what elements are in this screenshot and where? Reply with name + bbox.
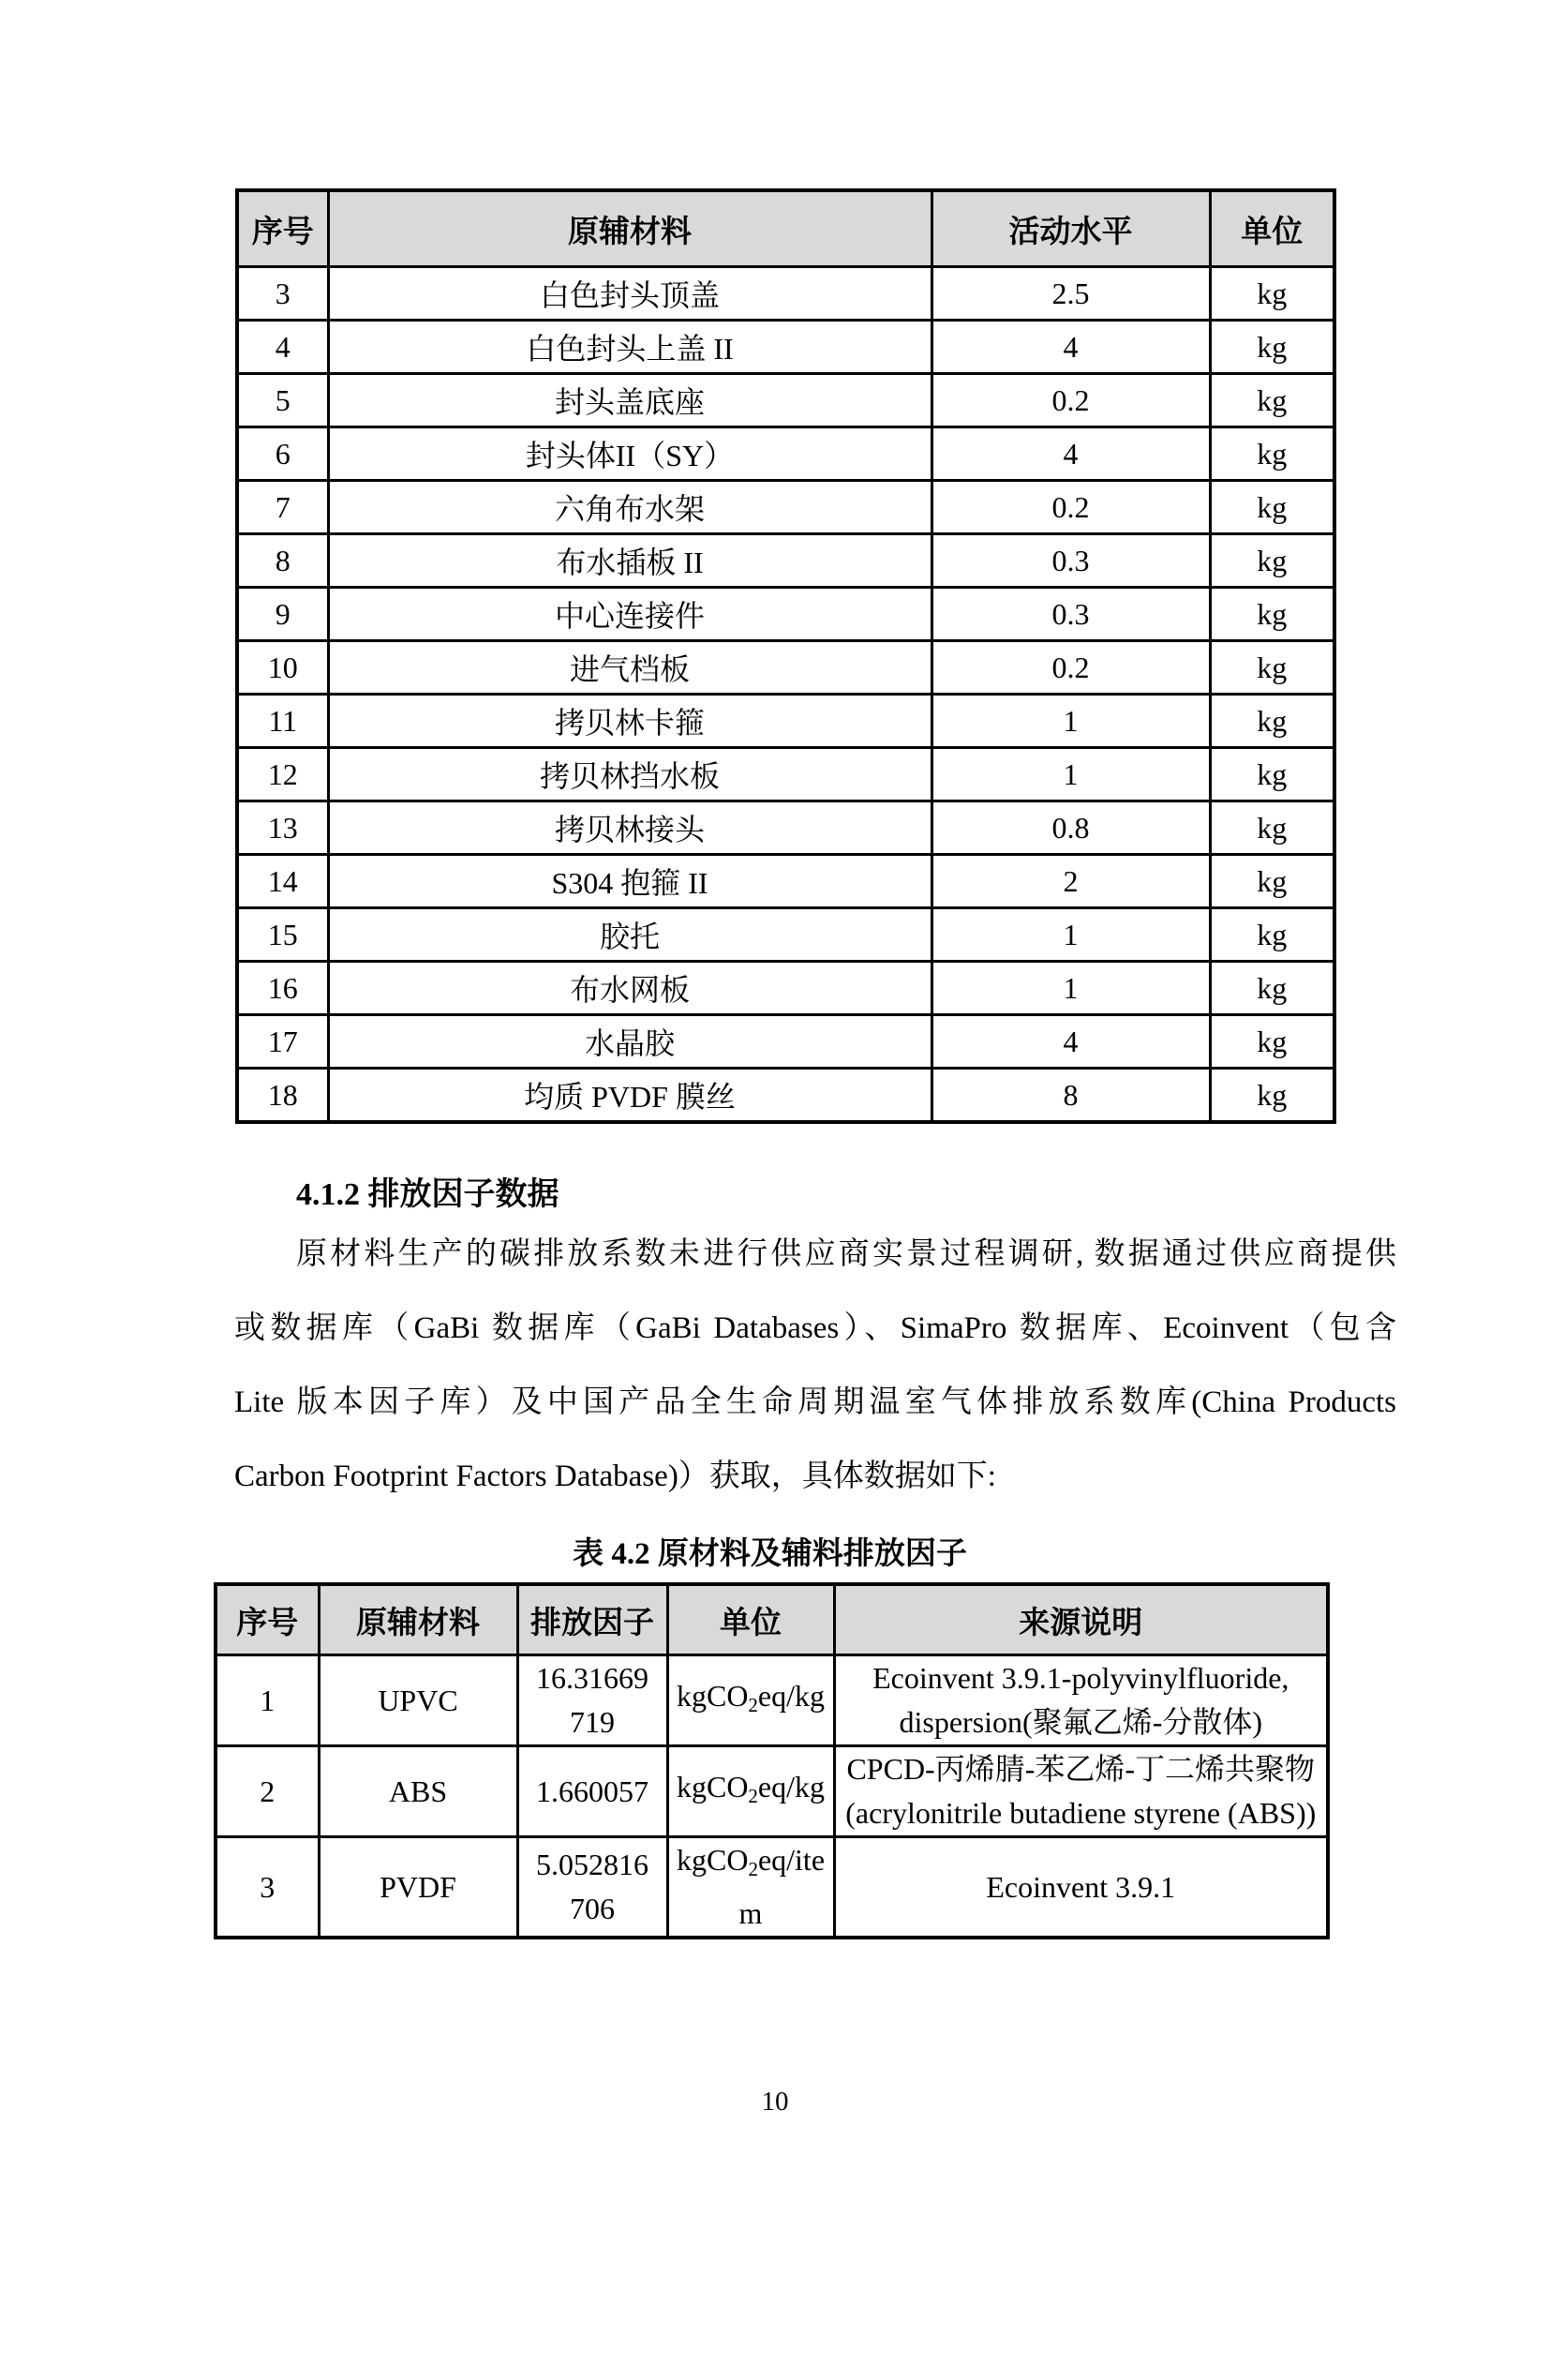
paragraph-line: Lite 版本因子库）及中国产品全生命周期温室气体排放系数库(China Products bbox=[234, 1385, 1396, 1419]
cell-no: 18 bbox=[237, 1069, 328, 1123]
table-row bbox=[237, 641, 1334, 695]
subscript: 2 bbox=[748, 1693, 758, 1716]
table-row bbox=[216, 1746, 1328, 1837]
cell-unit: kg bbox=[1210, 801, 1334, 855]
table-row bbox=[237, 908, 1334, 962]
cell-material: 进气档板 bbox=[328, 641, 931, 695]
cell-unit: kg bbox=[1210, 855, 1334, 908]
cell-material: 白色封头顶盖 bbox=[328, 267, 931, 321]
table-row bbox=[237, 962, 1334, 1015]
cell-no: 1 bbox=[216, 1655, 319, 1746]
cell-unit: kg bbox=[1210, 748, 1334, 801]
section-heading: 4.1.2 排放因子数据 bbox=[296, 1177, 559, 1212]
table-row bbox=[216, 1655, 1328, 1746]
column-header-material: 原辅材料 bbox=[319, 1584, 517, 1655]
cell-material: 均质 PVDF 膜丝 bbox=[328, 1069, 931, 1123]
cell-material: 布水网板 bbox=[328, 962, 931, 1015]
body-paragraph bbox=[234, 1218, 1396, 1514]
cell-activity: 8 bbox=[931, 1069, 1210, 1123]
cell-activity: 0.2 bbox=[931, 481, 1210, 534]
table-header-row bbox=[216, 1584, 1328, 1655]
cell-activity: 4 bbox=[931, 427, 1210, 481]
column-header-source: 来源说明 bbox=[834, 1584, 1328, 1655]
cell-material: 拷贝林挡水板 bbox=[328, 748, 931, 801]
table-row bbox=[237, 1069, 1334, 1123]
page-number: 10 bbox=[761, 2087, 789, 2117]
cell-no: 16 bbox=[237, 962, 328, 1015]
cell-factor: 5.052816706 bbox=[517, 1837, 667, 1938]
cell-activity: 1 bbox=[931, 908, 1210, 962]
cell-material: PVDF bbox=[319, 1837, 517, 1938]
table-row bbox=[237, 534, 1334, 588]
table-row bbox=[237, 801, 1334, 855]
cell-unit: kgCO$_2$eq/kg bbox=[667, 1655, 834, 1746]
cell-no: 13 bbox=[237, 801, 328, 855]
cell-unit: kg bbox=[1210, 534, 1334, 588]
cell-unit: kg bbox=[1210, 374, 1334, 427]
cell-activity: 0.2 bbox=[931, 641, 1210, 695]
cell-factor: 16.31669719 bbox=[517, 1655, 667, 1746]
cell-unit: kg bbox=[1210, 962, 1334, 1015]
cell-no: 9 bbox=[237, 588, 328, 641]
cell-activity: 1 bbox=[931, 695, 1210, 748]
table-row bbox=[237, 855, 1334, 908]
cell-unit: kg bbox=[1210, 321, 1334, 374]
cell-no: 5 bbox=[237, 374, 328, 427]
cell-unit: kg bbox=[1210, 1069, 1334, 1123]
table-row bbox=[216, 1837, 1328, 1938]
table-row bbox=[237, 748, 1334, 801]
table-row bbox=[237, 1015, 1334, 1069]
cell-activity: 4 bbox=[931, 1015, 1210, 1069]
cell-material: 封头盖底座 bbox=[328, 374, 931, 427]
cell-material: S304 抱箍 II bbox=[328, 855, 931, 908]
cell-no: 4 bbox=[237, 321, 328, 374]
column-header-unit: 单位 bbox=[1210, 190, 1334, 267]
cell-no: 8 bbox=[237, 534, 328, 588]
emission-factor-table bbox=[214, 1582, 1330, 1939]
cell-material: 水晶胶 bbox=[328, 1015, 931, 1069]
cell-activity: 0.2 bbox=[931, 374, 1210, 427]
cell-activity: 4 bbox=[931, 321, 1210, 374]
cell-unit: kgCO$_2$eq/kg bbox=[667, 1746, 834, 1837]
cell-no: 17 bbox=[237, 1015, 328, 1069]
cell-unit: kg bbox=[1210, 427, 1334, 481]
column-header-material: 原辅材料 bbox=[328, 190, 931, 267]
cell-activity: 1 bbox=[931, 962, 1210, 1015]
paragraph-line: Carbon Footprint Factors Database)）获取，具体数据如下: bbox=[234, 1459, 996, 1493]
column-header-no: 序号 bbox=[216, 1584, 319, 1655]
cell-material: 拷贝林卡箍 bbox=[328, 695, 931, 748]
table-row bbox=[237, 427, 1334, 481]
cell-activity: 0.3 bbox=[931, 588, 1210, 641]
cell-material: 中心连接件 bbox=[328, 588, 931, 641]
cell-no: 2 bbox=[216, 1746, 319, 1837]
cell-no: 10 bbox=[237, 641, 328, 695]
cell-no: 7 bbox=[237, 481, 328, 534]
cell-source: CPCD-丙烯腈-苯乙烯-丁二烯共聚物(acrylonitrile butadiene styrene (ABS)) bbox=[834, 1746, 1328, 1837]
cell-material: 拷贝林接头 bbox=[328, 801, 931, 855]
table-row bbox=[237, 481, 1334, 534]
table-header-row bbox=[237, 190, 1334, 267]
cell-unit: kg bbox=[1210, 695, 1334, 748]
cell-activity: 1 bbox=[931, 748, 1210, 801]
subscript: 2 bbox=[748, 1858, 758, 1880]
table-row bbox=[237, 267, 1334, 321]
cell-material: 布水插板 II bbox=[328, 534, 931, 588]
column-header-unit: 单位 bbox=[667, 1584, 834, 1655]
cell-activity: 2.5 bbox=[931, 267, 1210, 321]
cell-no: 3 bbox=[237, 267, 328, 321]
cell-no: 6 bbox=[237, 427, 328, 481]
cell-no: 3 bbox=[216, 1837, 319, 1938]
table-row bbox=[237, 588, 1334, 641]
cell-material: 白色封头上盖 II bbox=[328, 321, 931, 374]
cell-no: 15 bbox=[237, 908, 328, 962]
table-caption: 表 4.2 原材料及辅料排放因子 bbox=[573, 1537, 967, 1571]
cell-material: ABS bbox=[319, 1746, 517, 1837]
column-header-activity: 活动水平 bbox=[931, 190, 1210, 267]
paragraph-line: 原材料生产的碳排放系数未进行供应商实景过程调研, 数据通过供应商提供 bbox=[296, 1237, 1396, 1271]
column-header-factor: 排放因子 bbox=[517, 1584, 667, 1655]
table-row bbox=[237, 321, 1334, 374]
cell-unit: kgCO$_2$eq/item bbox=[667, 1837, 834, 1938]
cell-unit: kg bbox=[1210, 641, 1334, 695]
activity-level-table bbox=[235, 188, 1336, 1124]
cell-no: 14 bbox=[237, 855, 328, 908]
cell-material: UPVC bbox=[319, 1655, 517, 1746]
column-header-no: 序号 bbox=[237, 190, 328, 267]
cell-unit: kg bbox=[1210, 908, 1334, 962]
cell-no: 12 bbox=[237, 748, 328, 801]
cell-no: 11 bbox=[237, 695, 328, 748]
cell-material: 胶托 bbox=[328, 908, 931, 962]
cell-source: Ecoinvent 3.9.1 bbox=[834, 1837, 1328, 1938]
cell-activity: 2 bbox=[931, 855, 1210, 908]
subscript: 2 bbox=[748, 1784, 758, 1807]
cell-unit: kg bbox=[1210, 588, 1334, 641]
cell-unit: kg bbox=[1210, 267, 1334, 321]
cell-activity: 0.3 bbox=[931, 534, 1210, 588]
table-row bbox=[237, 374, 1334, 427]
cell-unit: kg bbox=[1210, 481, 1334, 534]
cell-activity: 0.8 bbox=[931, 801, 1210, 855]
paragraph-line: 或数据库（GaBi 数据库（GaBi Databases）、SimaPro 数据库、Ecoinvent（包含 bbox=[234, 1311, 1396, 1345]
cell-unit: kg bbox=[1210, 1015, 1334, 1069]
cell-material: 六角布水架 bbox=[328, 481, 931, 534]
cell-source: Ecoinvent 3.9.1-polyvinylfluoride, dispersion(聚氟乙烯-分散体) bbox=[834, 1655, 1328, 1746]
cell-material: 封头体II（SY） bbox=[328, 427, 931, 481]
cell-factor: 1.660057 bbox=[517, 1746, 667, 1837]
table-row bbox=[237, 695, 1334, 748]
